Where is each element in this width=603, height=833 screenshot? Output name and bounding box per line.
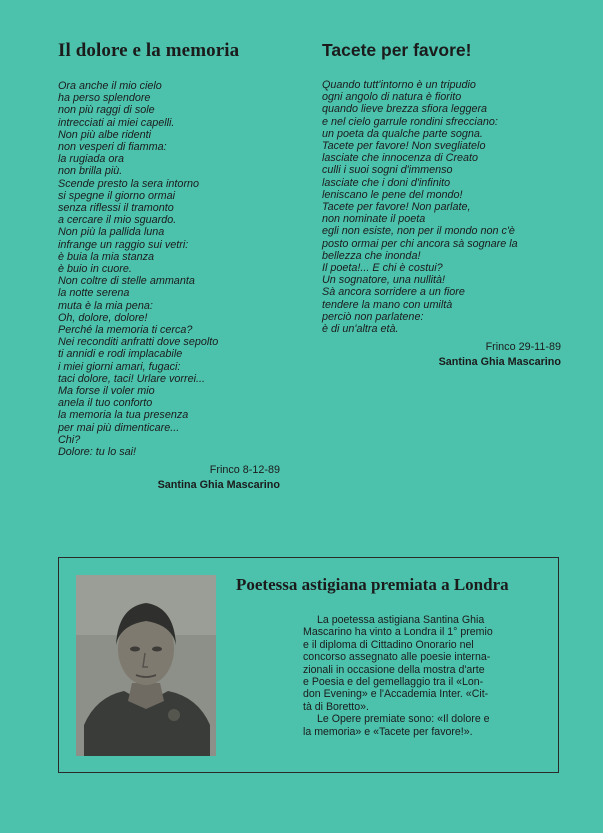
poem-line: Chi? xyxy=(58,433,81,446)
poem-line: per mai più dimenticare... xyxy=(58,421,180,434)
poem-line: è buio in cuore. xyxy=(58,263,132,276)
article-title: Poetessa astigiana premiata a Londra xyxy=(236,575,509,594)
poem-line: Il poeta!... E chi è costui? xyxy=(322,262,443,275)
poem-line: leniscano le pene del mondo! xyxy=(322,188,463,201)
poem-line: ogni angolo di natura è fiorito xyxy=(322,91,462,104)
article-line: concorso assegnato alle poesie interna- xyxy=(303,651,491,664)
article-line: Le Opere premiate sono: «Il dolore e xyxy=(317,713,490,726)
poem-right-author: Santina Ghia Mascarino xyxy=(438,356,561,369)
poem-line: non vesperi di fiamma: xyxy=(58,141,167,154)
poem-line: la rugiada ora xyxy=(58,153,125,166)
poem-line: e nel cielo garrule rondini sfrecciano: xyxy=(322,115,498,128)
article-line: e il diploma di Cittadino Onorario nel xyxy=(303,638,474,651)
poem-line: Perché la memoria ti cerca? xyxy=(58,324,193,337)
poem-line: lasciate che i doni d'infinito xyxy=(322,176,451,189)
poem-left-title: Il dolore e la memoria xyxy=(58,40,240,61)
poem-line: posto ormai per chi ancora sà sognare la xyxy=(322,237,518,250)
poem-right-place-date: Frinco 29-11-89 xyxy=(485,341,561,354)
poem-line: Ora anche il mio cielo xyxy=(58,80,162,92)
poem-line: un poeta da qualche parte sogna. xyxy=(322,127,483,140)
poem-line: Non più la pallida luna xyxy=(58,226,165,239)
poem-line: la notte serena xyxy=(58,287,130,300)
poem-line: ti annidi e rodi implacabile xyxy=(58,348,183,361)
article-line: zionali in occasione della mostra d'arte xyxy=(303,663,485,676)
poem-line: culli i suoi sogni d'immenso xyxy=(322,164,453,177)
poem-line: Dolore: tu lo sai! xyxy=(58,446,137,459)
poem-line: intrecciati ai miei capelli. xyxy=(58,116,175,129)
article-line: Mascarino ha vinto a Londra il 1° premio xyxy=(303,626,493,639)
article-line: tà di Boretto». xyxy=(303,700,369,713)
portrait-photo xyxy=(76,575,216,756)
poem-line: taci dolore, taci! Urlare vorrei... xyxy=(58,372,206,385)
article-body xyxy=(303,614,541,738)
article-line: don Evening» e l'Accademia Inter. «Cit- xyxy=(303,688,489,701)
poem-right-title: Tacete per favore! xyxy=(322,40,472,60)
article-line: La poetessa astigiana Santina Ghia xyxy=(317,614,485,626)
article-box xyxy=(58,557,559,773)
article-line: la memoria» e «Tacete per favore!». xyxy=(303,725,473,738)
poem-line: Un sognatore, una nullità! xyxy=(322,274,446,287)
poem-line: si spegne il giorno ormai xyxy=(58,189,176,202)
poem-left-lines xyxy=(58,80,288,458)
poem-line: ha perso splendore xyxy=(58,92,151,105)
poem-right xyxy=(322,40,567,368)
poem-line: perciò non parlatene: xyxy=(322,310,424,323)
poem-line: Ma forse il voler mio xyxy=(58,385,155,398)
poem-line: bellezza che inonda! xyxy=(322,249,421,262)
poem-line: anela il tuo conforto xyxy=(58,397,153,410)
poem-left-place-date: Frinco 8-12-89 xyxy=(209,464,280,477)
poem-line: lasciate che innocenza di Creato xyxy=(322,152,479,165)
article-line: e Poesia e del gemellaggio tra il «Lon- xyxy=(303,676,484,689)
poem-line: non nominate il poeta xyxy=(322,213,426,226)
poem-line: quando lieve brezza sfiora leggera xyxy=(322,103,488,116)
poem-line: i miei giorni amari, fugaci: xyxy=(58,360,181,373)
poem-line: egli non esiste, non per il mondo non c'è xyxy=(322,225,515,238)
poem-left xyxy=(58,40,288,491)
portrait-photo-icon xyxy=(76,575,216,756)
poem-line: senza riflessi il tramonto xyxy=(58,202,174,215)
poem-line: Scende presto la sera intorno xyxy=(58,177,200,190)
poem-line: Oh, dolore, dolore! xyxy=(58,311,148,324)
poem-line: a cercare il mio sguardo. xyxy=(58,214,177,227)
poem-line: è di un'altra età. xyxy=(322,323,399,336)
poem-line: Tacete per favore! Non svegliatelo xyxy=(322,140,486,153)
poem-line: è buia la mia stanza xyxy=(58,250,155,263)
poem-line: Tacete per favore! Non parlate, xyxy=(322,201,471,214)
poem-line: la memoria la tua presenza xyxy=(58,409,189,422)
poem-line: infrange un raggio sui vetri: xyxy=(58,238,189,251)
poem-line: non brilla più. xyxy=(58,165,123,178)
poem-line: Non coltre di stelle ammanta xyxy=(58,275,195,288)
poem-line: muta è la mia pena: xyxy=(58,299,153,312)
poem-line: Nei reconditi anfratti dove sepolto xyxy=(58,336,219,349)
poem-line: non più raggi di sole xyxy=(58,104,155,117)
poem-left-author: Santina Ghia Mascarino xyxy=(157,479,280,492)
poem-line: tendere la mano con umiltà xyxy=(322,298,453,311)
poem-right-lines xyxy=(322,79,567,335)
poem-line: Quando tutt'intorno è un tripudio xyxy=(322,79,476,91)
poem-line: Sà ancora sorridere a un fiore xyxy=(322,286,465,299)
poem-line: Non più albe ridenti xyxy=(58,128,152,141)
